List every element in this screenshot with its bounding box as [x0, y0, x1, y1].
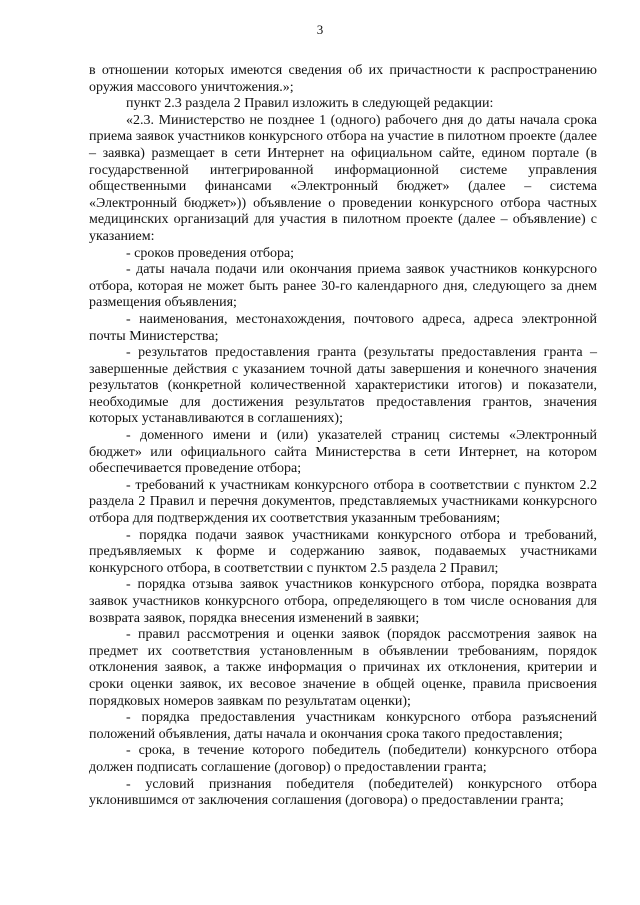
list-item-participant-requirements: - требований к участникам конкурсного отбора в соответствии с пунктом 2.2 раздела 2 Правил и перечня документов, представляемых участниками конкурсного отбора для подтверждения их соответствия указанным требованиям;: [89, 477, 597, 527]
document-body: [89, 63, 597, 810]
list-item-grant-results: - результатов предоставления гранта (результаты предоставления гранта – завершенные действия с указанием точной даты завершения и конечного значения результатов (конкретной количественной характеристики итогов) и показатели, необходимые для достижения результатов предоставления грантов, значения которых устанавливаются в соглашениях);: [89, 345, 597, 427]
list-item-evasion-conditions: - условий признания победителя (победителей) конкурсного отбора уклонившимся от заключения соглашения (договора) о предоставлении гранта;: [89, 776, 597, 809]
paragraph-continuation: в отношении которых имеются сведения об их причастности к распространению оружия массового уничтожения.»;: [89, 63, 597, 95]
list-item-application-dates: - даты начала подачи или окончания приема заявок участников конкурсного отбора, которая не может быть ранее 30-го календарного дня, следующего за днем размещения объявления;: [89, 262, 597, 311]
paragraph-clause-2-3: «2.3. Министерство не позднее 1 (одного) рабочего дня до даты начала срока приема заявок участников конкурсного отбора на участие в пилотном проекте (далее – заявка) размещает в сети Интернет на официальном сайте, едином портале (в государственной интегрированной информационной системе управления общественными финансами «Электронный бюджет» (далее – система «Электронный бюджет»)) объявление о проведении конкурсного отбора частных медицинских организаций для участия в пилотном проекте (далее – объявление) с указанием:: [89, 112, 597, 244]
list-item-ministry-contacts: - наименования, местонахождения, почтового адреса, адреса электронной почты Министерства;: [89, 311, 597, 344]
list-item-withdrawal-procedure: - порядка отзыва заявок участников конкурсного отбора, порядка возврата заявок участников конкурсного отбора, определяющего в том числе основания для возврата заявок, порядка внесения изменений в заявки;: [89, 577, 597, 626]
list-item-domain-name: - доменного имени и (или) указателей страниц системы «Электронный бюджет» или официального сайта Министерства в сети Интернет, на котором обеспечивается проведение отбора;: [89, 428, 597, 477]
list-item-review-rules: - правил рассмотрения и оценки заявок (порядок рассмотрения заявок на предмет их соответствия установленным в объявлении требованиям, порядок отклонения заявок, а также информация о причинах их отклонения, критерии и сроки оценки заявок, их весовое значение в общей оценке, правила присвоения порядковых номеров заявкам по результатам оценки);: [89, 627, 597, 709]
page-number: 3: [316, 22, 324, 37]
paragraph-amendment-intro: пункт 2.3 раздела 2 Правил изложить в следующей редакции:: [126, 96, 494, 112]
list-item-submission-procedure: - порядка подачи заявок участниками конкурсного отбора и требований, предъявляемых к форме и содержанию заявок, подаваемых участниками конкурсного отбора, в соответствии с пунктом 2.5 раздела 2 Правил;: [89, 527, 597, 576]
list-item-selection-terms: - сроков проведения отбора;: [126, 245, 295, 261]
list-item-signing-deadline: - срока, в течение которого победитель (победители) конкурсного отбора должен подписать соглашение (договор) о предоставлении гранта;: [89, 743, 597, 775]
list-item-clarifications: - порядка предоставления участникам конкурсного отбора разъяснений положений объявления, даты начала и окончания срока такого предоставления;: [89, 710, 597, 742]
